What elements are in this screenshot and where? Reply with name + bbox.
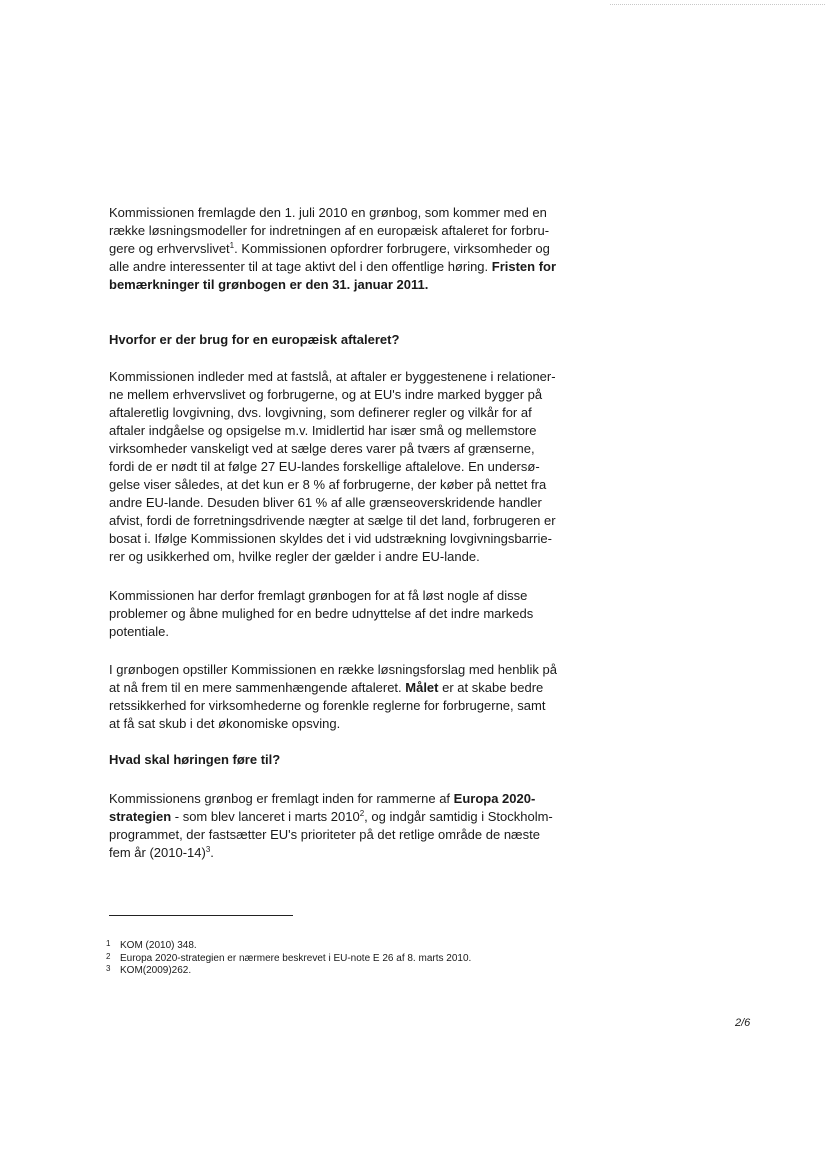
- text-line: afvist, fordi de forretningsdrivende nægter at sælge til det land, forbrugeren er: [109, 513, 556, 528]
- text-line: gelse viser således, at det kun er 8 % af forbrugerne, der køber på nettet fra: [109, 477, 547, 492]
- footnote-text: Europa 2020-strategien er nærmere beskrevet i EU-note E 26 af 8. marts 2010.: [120, 953, 472, 964]
- text-line: [109, 258, 556, 276]
- text-line: [109, 240, 550, 258]
- footnote-text: KOM (2010) 348.: [120, 940, 197, 951]
- text-line: rer og usikkerhed om, hvilke regler der gælder i andre EU-lande.: [109, 549, 480, 564]
- text-line: ne mellem erhvervslivet og forbrugerne, og at EU's indre marked bygger på: [109, 387, 543, 402]
- europe-2020-bold: Europa 2020-: [453, 791, 536, 806]
- text-line: [109, 790, 535, 808]
- text-line: Kommissionen indleder med at fastslå, at aftaler er byggestenene i relationer-: [109, 369, 556, 384]
- text-line: retssikkerhed for virksomhederne og forenkle reglerne for forbrugerne, samt: [109, 698, 546, 713]
- text-line: Kommissionen fremlagde den 1. juli 2010 en grønbog, som kommer med en: [109, 205, 547, 220]
- footnote-ref-1: 1: [229, 241, 235, 250]
- strategy-bold: strategien: [109, 809, 172, 824]
- text-span: - som blev lanceret i marts 2010: [171, 809, 360, 824]
- page-number: 2/6: [735, 1017, 751, 1029]
- footnote-3: [106, 963, 191, 977]
- text-span: . Kommissionen opfordrer forbrugere, virksomheder og: [234, 241, 550, 256]
- text-line: bosat i. Ifølge Kommissionen skyldes det i vid udstrækning lovgivningsbarrie-: [109, 531, 552, 546]
- text-line: fordi de er nødt til at følge 27 EU-landes forskellige aftalelove. En undersø-: [109, 459, 540, 474]
- text-span: fem år (2010-14): [109, 845, 206, 860]
- text-line: [109, 679, 543, 697]
- section-heading-why: Hvorfor er der brug for en europæisk aftaleret?: [109, 332, 400, 347]
- scan-edge-line: [610, 4, 825, 5]
- text-line: aftaleretlig lovgivning, dvs. lovgivning, som definerer regler og vilkår for af: [109, 405, 532, 420]
- text-span: .: [210, 845, 214, 860]
- footnote-ref-3: 3: [205, 845, 211, 854]
- text-line: [109, 844, 214, 862]
- text-line: problemer og åbne mulighed for en bedre udnyttelse af det indre markeds: [109, 606, 534, 621]
- footnote-ref-2: 2: [359, 809, 365, 818]
- text-span: er at skabe bedre: [438, 680, 544, 695]
- text-line: Kommissionen har derfor fremlagt grønbogen for at få løst nogle af disse: [109, 588, 528, 603]
- text-line: programmet, der fastsætter EU's prioriteter på det retlige område de næste: [109, 827, 540, 842]
- deadline-bold-line: bemærkninger til grønbogen er den 31. januar 2011.: [109, 277, 429, 292]
- footnote-text: KOM(2009)262.: [120, 965, 192, 976]
- footnote-number: 3: [106, 964, 111, 973]
- text-span: , og indgår samtidig i Stockholm-: [364, 809, 553, 824]
- footnote-1: [106, 938, 197, 952]
- text-span: at nå frem til en mere sammenhængende aftaleret.: [109, 680, 406, 695]
- text-line: aftaler indgåelse og opsigelse m.v. Imidlertid har især små og mellemstore: [109, 423, 537, 438]
- text-line: virksomheder vanskeligt ved at sælge deres varer på tværs af grænserne,: [109, 441, 535, 456]
- text-line: potentiale.: [109, 624, 169, 639]
- text-span: gere og erhvervslivet: [109, 241, 230, 256]
- deadline-bold: Fristen for: [491, 259, 557, 274]
- text-line: [109, 808, 553, 826]
- footnote-number: 2: [106, 952, 111, 961]
- text-line: række løsningsmodeller for indretningen af en europæisk aftaleret for forbru-: [109, 223, 550, 238]
- text-span: Kommissionens grønbog er fremlagt inden for rammerne af: [109, 791, 454, 806]
- text-line: at få sat skub i det økonomiske opsving.: [109, 716, 341, 731]
- text-line: I grønbogen opstiller Kommissionen en række løsningsforslag med henblik på: [109, 662, 557, 677]
- text-span: alle andre interessenter til at tage aktivt del i den offentlige høring.: [109, 259, 492, 274]
- section-heading-consultation: Hvad skal høringen føre til?: [109, 752, 281, 767]
- text-line: andre EU-lande. Desuden bliver 61 % af alle grænseoverskridende handler: [109, 495, 542, 510]
- footnote-number: 1: [106, 939, 111, 948]
- footnote-divider: [109, 915, 293, 916]
- goal-bold: Målet: [405, 680, 439, 695]
